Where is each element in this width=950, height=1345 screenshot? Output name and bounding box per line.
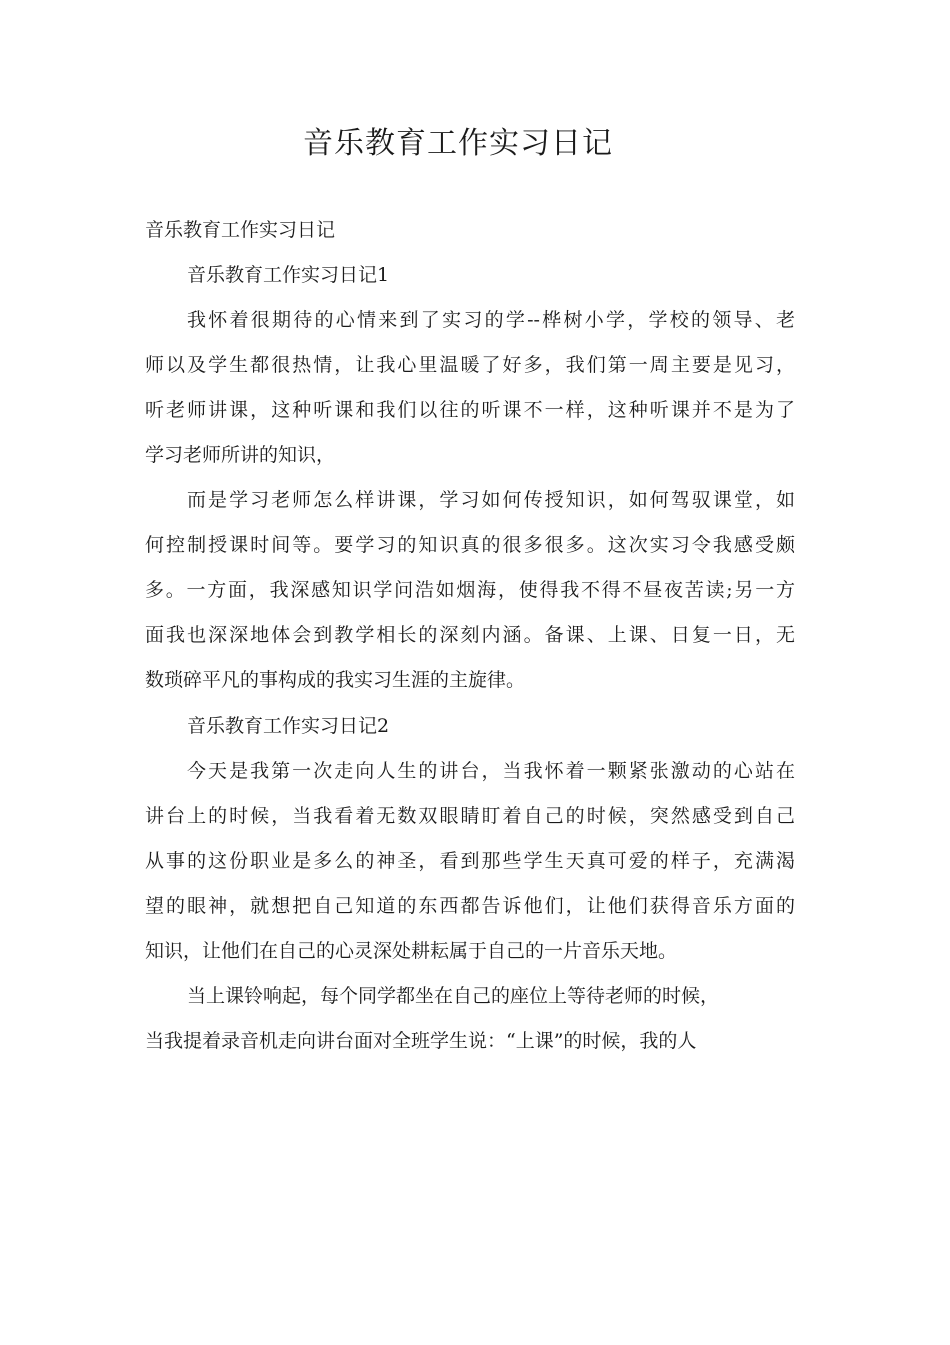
paragraph — [145, 478, 795, 703]
paragraph — [145, 749, 795, 974]
text-line: 知识，让他们在自己的心灵深处耕耘属于自己的一片音乐天地。 — [145, 940, 678, 962]
text-line: 当上课铃响起，每个同学都坐在自己的座位上等待老师的时候， — [187, 985, 720, 1007]
text-line: 师以及学生都很热情，让我心里温暖了好多，我们第一周主要是见习， — [145, 354, 795, 376]
text-line: 我怀着很期待的心情来到了实习的学--桦树小学，学校的领导、老 — [187, 309, 795, 331]
text-line: 望的眼神，就想把自己知道的东西都告诉他们，让他们获得音乐方面的 — [145, 895, 795, 917]
document-title: 音乐教育工作实习日记 — [303, 126, 613, 161]
text-line: 多。一方面，我深感知识学问浩如烟海，使得我不得不昼夜苦读;另一方 — [145, 579, 795, 601]
section-heading-1: 音乐教育工作实习日记1 — [187, 264, 390, 286]
document-subtitle: 音乐教育工作实习日记 — [145, 219, 336, 241]
paragraph — [145, 974, 795, 1064]
paragraph — [145, 298, 795, 478]
section-heading-2: 音乐教育工作实习日记2 — [187, 715, 390, 737]
text-line: 今天是我第一次走向人生的讲台，当我怀着一颗紧张激动的心站在 — [187, 760, 795, 782]
text-line: 从事的这份职业是多么的神圣，看到那些学生天真可爱的样子，充满渴 — [145, 850, 795, 872]
text-line: 讲台上的时候，当我看着无数双眼睛盯着自己的时候，突然感受到自己 — [145, 805, 795, 827]
text-line: 数琐碎平凡的事构成的我实习生涯的主旋律。 — [145, 669, 526, 691]
text-line: 学习老师所讲的知识， — [145, 444, 336, 466]
text-line: 而是学习老师怎么样讲课，学习如何传授知识，如何驾驭课堂，如 — [187, 489, 795, 511]
document-body — [145, 252, 795, 1064]
text-line: 当我提着录音机走向讲台面对全班学生说：“上课”的时候，我的人 — [145, 1030, 697, 1052]
text-line: 何控制授课时间等。要学习的知识真的很多很多。这次实习令我感受颇 — [145, 534, 795, 556]
text-line: 听老师讲课，这种听课和我们以往的听课不一样，这种听课并不是为了 — [145, 399, 795, 421]
text-line: 面我也深深地体会到教学相长的深刻内涵。备课、上课、日复一日，无 — [145, 624, 795, 646]
